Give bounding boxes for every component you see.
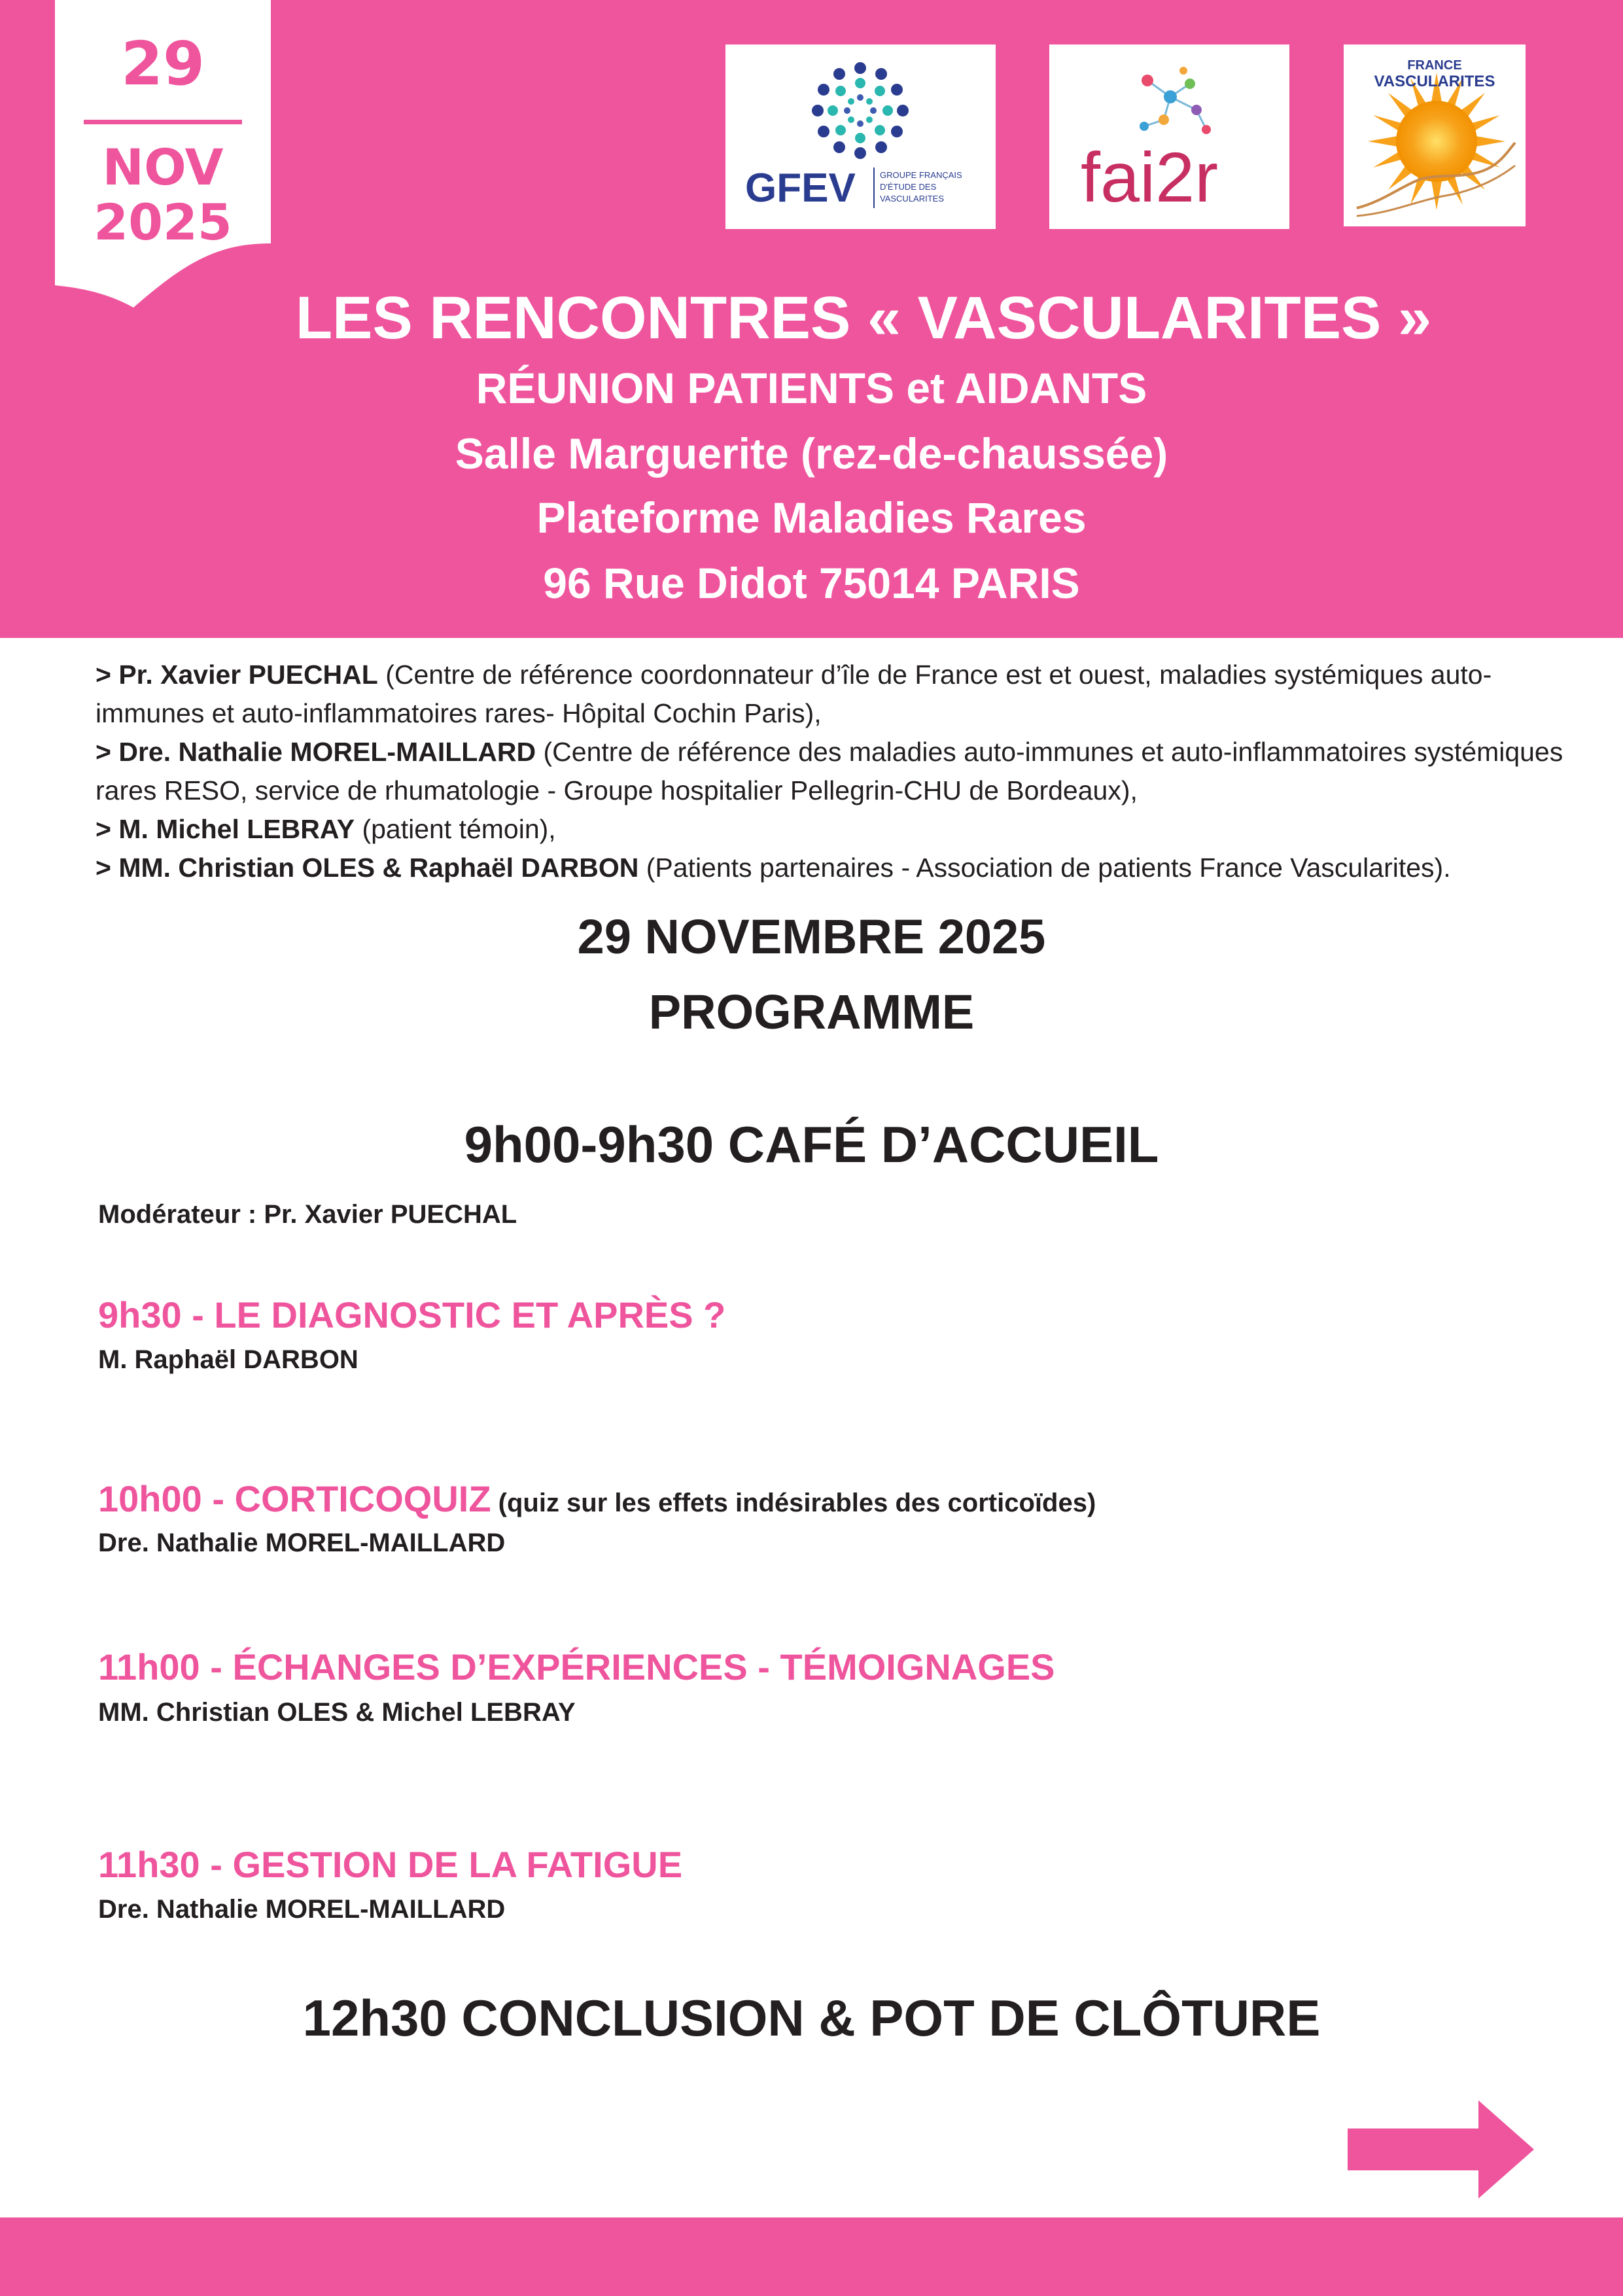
event-title: LES RENCONTRES « VASCULARITES » xyxy=(295,285,1432,351)
france-vascularites-logo xyxy=(1344,44,1526,226)
speaker-item: > M. Michel LEBRAY (patient témoin), xyxy=(96,814,556,844)
speaker-item: > Dre. Nathalie MOREL-MAILLARD (Centre de référence des maladies auto-immunes et auto-inflammatoires systémiques rares RESO, service de rhumatologie - Groupe hospitalier Pellegrin-CHU de Bordeaux), xyxy=(96,737,1563,805)
footer-band xyxy=(0,2217,1623,2296)
session-speaker: M. Raphaël DARBON xyxy=(98,1345,358,1374)
session-speaker: Dre. Nathalie MOREL-MAILLARD xyxy=(98,1895,506,1924)
date-badge xyxy=(55,0,271,308)
gfev-tagline-3: VASCULARITES xyxy=(880,194,945,203)
fv-line-1: FRANCE xyxy=(1407,58,1462,73)
session-title-row xyxy=(98,1478,1096,1519)
gfev-wordmark: GFEV xyxy=(745,166,856,211)
event-venue: Plateforme Maladies Rares xyxy=(536,493,1087,542)
session-title: 10h00 - CORTICOQUIZ xyxy=(98,1478,491,1519)
arrow-right-icon[interactable] xyxy=(1348,2100,1537,2201)
session-note: (quiz sur les effets indésirables des corticoïdes) xyxy=(491,1489,1096,1517)
gfev-logo xyxy=(725,44,996,229)
event-address: 96 Rue Didot 75014 PARIS xyxy=(543,559,1080,607)
session-speaker: Dre. Nathalie MOREL-MAILLARD xyxy=(98,1528,506,1557)
session-title: 11h00 - ÉCHANGES D’EXPÉRIENCES - TÉMOIGNAGES xyxy=(98,1646,1055,1687)
session-title: 9h30 - LE DIAGNOSTIC ET APRÈS ? xyxy=(98,1294,726,1335)
gfev-dots-icon xyxy=(725,44,996,229)
program-date: 29 NOVEMBRE 2025 xyxy=(577,910,1046,964)
speaker-item: > Pr. Xavier PUECHAL (Centre de référence coordonnateur d’île de France est et ouest, maladies systémiques auto-immunes et auto-inflammatoires rares- Hôpital Cochin Paris), xyxy=(96,660,1492,728)
gfev-tagline-2: D'ÉTUDE DES xyxy=(880,182,937,192)
fai2r-logo xyxy=(1049,44,1289,229)
session-speaker: MM. Christian OLES & Michel LEBRAY xyxy=(98,1698,576,1727)
date-month: NOV xyxy=(102,138,224,196)
speakers-list xyxy=(96,656,1574,887)
event-subtitle: RÉUNION PATIENTS et AIDANTS xyxy=(476,364,1147,412)
date-year: 2025 xyxy=(94,193,232,251)
fai2r-wordmark: fai2r xyxy=(1081,137,1219,217)
fai2r-network-icon xyxy=(1049,44,1289,229)
event-room: Salle Marguerite (rez-de-chaussée) xyxy=(455,429,1168,478)
moderator: Modérateur : Pr. Xavier PUECHAL xyxy=(98,1200,517,1229)
gfev-tagline-1: GROUPE FRANÇAIS xyxy=(880,170,962,180)
session-title: 11h30 - GESTION DE LA FATIGUE xyxy=(98,1844,683,1885)
welcome-session: 9h00-9h30 CAFÉ D’ACCUEIL xyxy=(464,1116,1159,1173)
sun-hand-icon xyxy=(1344,44,1526,226)
fv-line-2: VASCULARITES xyxy=(1374,73,1495,90)
speaker-item: > MM. Christian OLES & Raphaël DARBON (Patients partenaires - Association de patients France Vascularites). xyxy=(96,853,1451,883)
date-day: 29 xyxy=(120,29,205,99)
program-heading: PROGRAMME xyxy=(648,985,975,1039)
date-divider xyxy=(84,120,242,124)
closing-session: 12h30 CONCLUSION & POT DE CLÔTURE xyxy=(302,1989,1321,2047)
